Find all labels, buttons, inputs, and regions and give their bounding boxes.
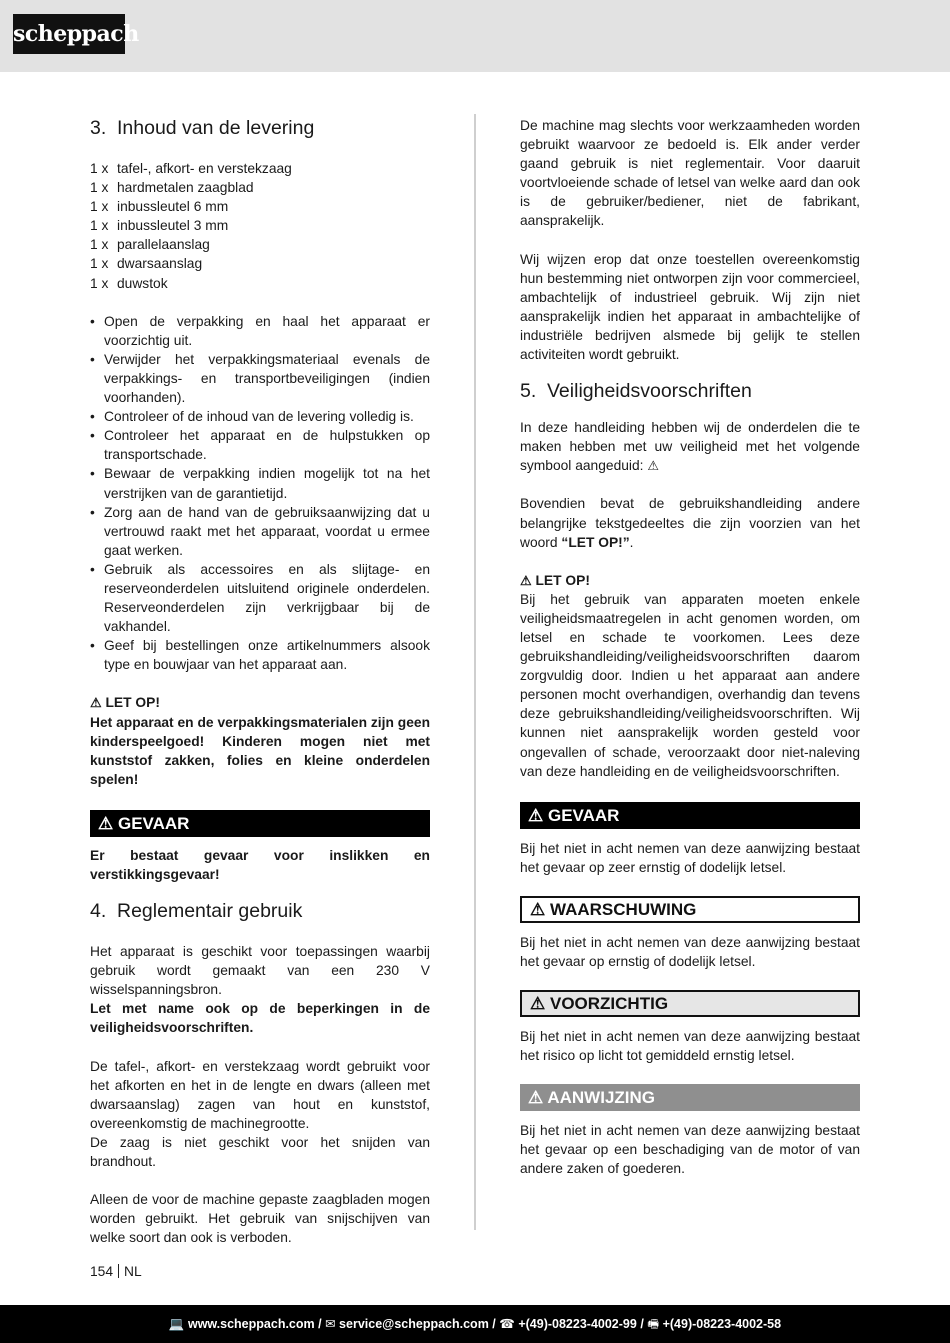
letop-label: ⚠ LET OP! (90, 695, 160, 711)
warning-triangle-icon: ⚠ (647, 458, 659, 474)
intended-use-paragraph: De machine mag slechts voor werkzaamheden worden gebruikt waarvoor ze bedoeld is. Elk ander verder gaand gebruik is niet reglementair. Voor daaruit voortvloeiende schade of letsel van welke aard dan ook is de gebruiker/bediener, niet de fabrikant, aansprakelijk. (520, 118, 860, 229)
voorzichtig-box: ⚠ VOORZICHTIG (520, 990, 860, 1017)
aanwijzing-box: ⚠ AANWIJZING (520, 1084, 860, 1111)
page-number: 154 NL (90, 1264, 142, 1279)
s4-paragraph-1-bold: Let met name ook op de beperkingen in de veiligheidsvoorschriften. (90, 1001, 430, 1036)
warning-triangle-icon: ⚠ (90, 695, 102, 711)
list-item: 1 x inbussleutel 3 mm (90, 218, 229, 234)
right-column (520, 116, 860, 1179)
s4-paragraph-1: Het apparaat is geschikt voor toepassingen waarbij gebruik wordt gemaakt van een 230 V wisselspanningsbron. (90, 944, 430, 998)
bullet-item: • Verwijder het verpakkingsmateriaal evenals de verpakkings- en transportbeveiligingen (indien voorhanden). (90, 350, 430, 407)
list-item: 1 x duwstok (90, 275, 168, 291)
gevaar-box: ⚠ GEVAAR (90, 810, 430, 837)
bullet-item: • Controleer of de inhoud van de levering volledig is. (90, 407, 430, 426)
aanwijzing-text: Bij het niet in acht nemen van deze aanwijzing bestaat het gevaar op een beschadiging van de motor of van andere zaken of goederen. (520, 1123, 860, 1177)
s4-paragraph-2a: De tafel-, afkort- en verstekzaag wordt gebruikt voor het afkorten en het in de lengte en dwars (alleen met dwarsaanslag) zagen van hout en kunststof, overeenkomstig de machinegrootte. (90, 1058, 430, 1131)
bullet-item: • Zorg aan de hand van de gebruiksaanwijzing dat u vertrouwd raakt met het apparaat, voordat u ermee gaat werken. (90, 503, 430, 560)
list-item: 1 x tafel-, afkort- en verstekzaag (90, 161, 292, 176)
gevaar-text: Bij het niet in acht nemen van deze aanwijzing bestaat het gevaar op zeer ernstig of dodelijk letsel. (520, 840, 860, 875)
gevaar-box: ⚠ GEVAAR (520, 802, 860, 829)
scheppach-logo: scheppach (13, 14, 125, 54)
bullet-item: • Gebruik als accessoires en als slijtage- en reserveonderdelen uitsluitend originele onderdelen. Reserveonderdelen zijn verkrijgbaar bij de vakhandel. (90, 560, 430, 636)
warning-triangle-icon: ⚠ (528, 1088, 544, 1108)
phone-number: +(49)-08223-4002-99 (518, 1317, 637, 1331)
list-item: 1 x hardmetalen zaagblad (90, 180, 254, 196)
website-link[interactable]: www.scheppach.com (187, 1317, 315, 1331)
left-column (90, 116, 430, 1247)
computer-icon: 💻 (168, 1317, 185, 1331)
email-icon: ✉ (325, 1317, 336, 1331)
fax-icon: 🖷 (647, 1317, 660, 1331)
list-item: 1 x parallelaanslag (90, 237, 210, 253)
letop-text: Het apparaat en de verpakkingsmaterialen zijn geen kinderspeelgoed! Kinderen mogen niet met kunststof zakken, folies en kleine onderdelen spelen! (90, 714, 430, 787)
s5-paragraph-2: Bovendien bevat de gebruikshandleiding andere belangrijke tekstgedeeltes die zijn voorzien van het woord “LET OP!”. (520, 496, 860, 550)
header-bar (0, 0, 950, 72)
voorzichtig-text: Bij het niet in acht nemen van deze aanwijzing bestaat het risico op licht tot gemiddeld ernstig letsel. (520, 1029, 860, 1064)
section-5-heading: 5. Veiligheidsvoorschriften (520, 380, 752, 403)
list-item: 1 x inbussleutel 6 mm (90, 199, 229, 215)
warning-triangle-icon: ⚠ (530, 994, 546, 1014)
waarschuwing-box: ⚠ WAARSCHUWING (520, 896, 860, 923)
warning-triangle-icon: ⚠ (528, 805, 544, 825)
section-4-heading: 4. Reglementair gebruik (90, 900, 303, 923)
commercial-use-paragraph: Wij wijzen erop dat onze toestellen overeenkomstig hun bestemming niet ontworpen zijn voor commercieel, ambachtelijk of industrieel gebruik. Wij zijn niet aansprakelijk indien het apparaat in ambachtelijke of industriële bedrijven alsmede bij gelijk te stellen activiteiten wordt gebruikt. (520, 251, 860, 363)
bullet-item: • Geef bij bestellingen onze artikelnummers alsook type en bouwjaar van het apparaat aan. (90, 636, 430, 674)
warning-triangle-icon: ⚠ (520, 572, 532, 588)
delivery-list (90, 159, 430, 293)
bullet-item: • Controleer het apparaat en de hulpstukken op transportschade. (90, 426, 430, 464)
unpacking-bullets (90, 312, 430, 675)
letop-text: Bij het gebruik van apparaten moeten enkele veiligheidsmaatregelen in acht genomen worden, om letsel en schade te voorkomen. Lees deze gebruikshandleiding/veiligheidsvoorschriften daarom zorgvuldig door. Indien u het apparaat aan andere personen mocht overhandigen, overhandig dan tevens deze gebruikshandleiding/veiligheidsvoorschriften. Wij kunnen niet aansprakelijk worden gesteld voor ongevallen of schade, veroorzaakt door niet-naleving van deze handleiding en de veiligheidsvoorschriften. (520, 591, 860, 779)
waarschuwing-text: Bij het niet in acht nemen van deze aanwijzing bestaat het gevaar op ernstig of dodelijk letsel. (520, 934, 860, 969)
warning-triangle-icon: ⚠ (530, 899, 546, 919)
footer-bar: 💻 www.scheppach.com / ✉ service@scheppach.com / ☎ +(49)-08223-4002-99 / 🖷 +(49)-08223-4002-58 (0, 1305, 950, 1343)
s5-paragraph-1: In deze handleiding hebben wij de onderdelen die te maken hebben met uw veiligheid met het volgende symbool aangeduid: ⚠ (520, 420, 860, 474)
list-item: 1 x dwarsaanslag (90, 256, 203, 272)
email-link[interactable]: service@scheppach.com (339, 1317, 489, 1331)
gevaar-text: Er bestaat gevaar voor inslikken en verstikkingsgevaar! (90, 847, 430, 882)
phone-icon: ☎ (499, 1317, 515, 1331)
s4-paragraph-3: Alleen de voor de machine gepaste zaagbladen mogen worden gebruikt. Het gebruik van snijschijven van welke soort dan ook is verboden. (90, 1192, 430, 1246)
s4-paragraph-2b: De zaag is niet geschikt voor het snijden van brandhout. (90, 1134, 430, 1170)
bullet-item: • Open de verpakking en haal het apparaat er voorzichtig uit. (90, 312, 430, 350)
column-divider (474, 114, 476, 1230)
bullet-item: • Bewaar de verpakking indien mogelijk tot na het verstrijken van de garantietijd. (90, 464, 430, 502)
fax-number: +(49)-08223-4002-58 (662, 1317, 782, 1331)
letop-label: ⚠ LET OP! (520, 572, 590, 588)
warning-triangle-icon: ⚠ (98, 813, 114, 833)
section-3-heading: 3. Inhoud van de levering (90, 117, 315, 139)
